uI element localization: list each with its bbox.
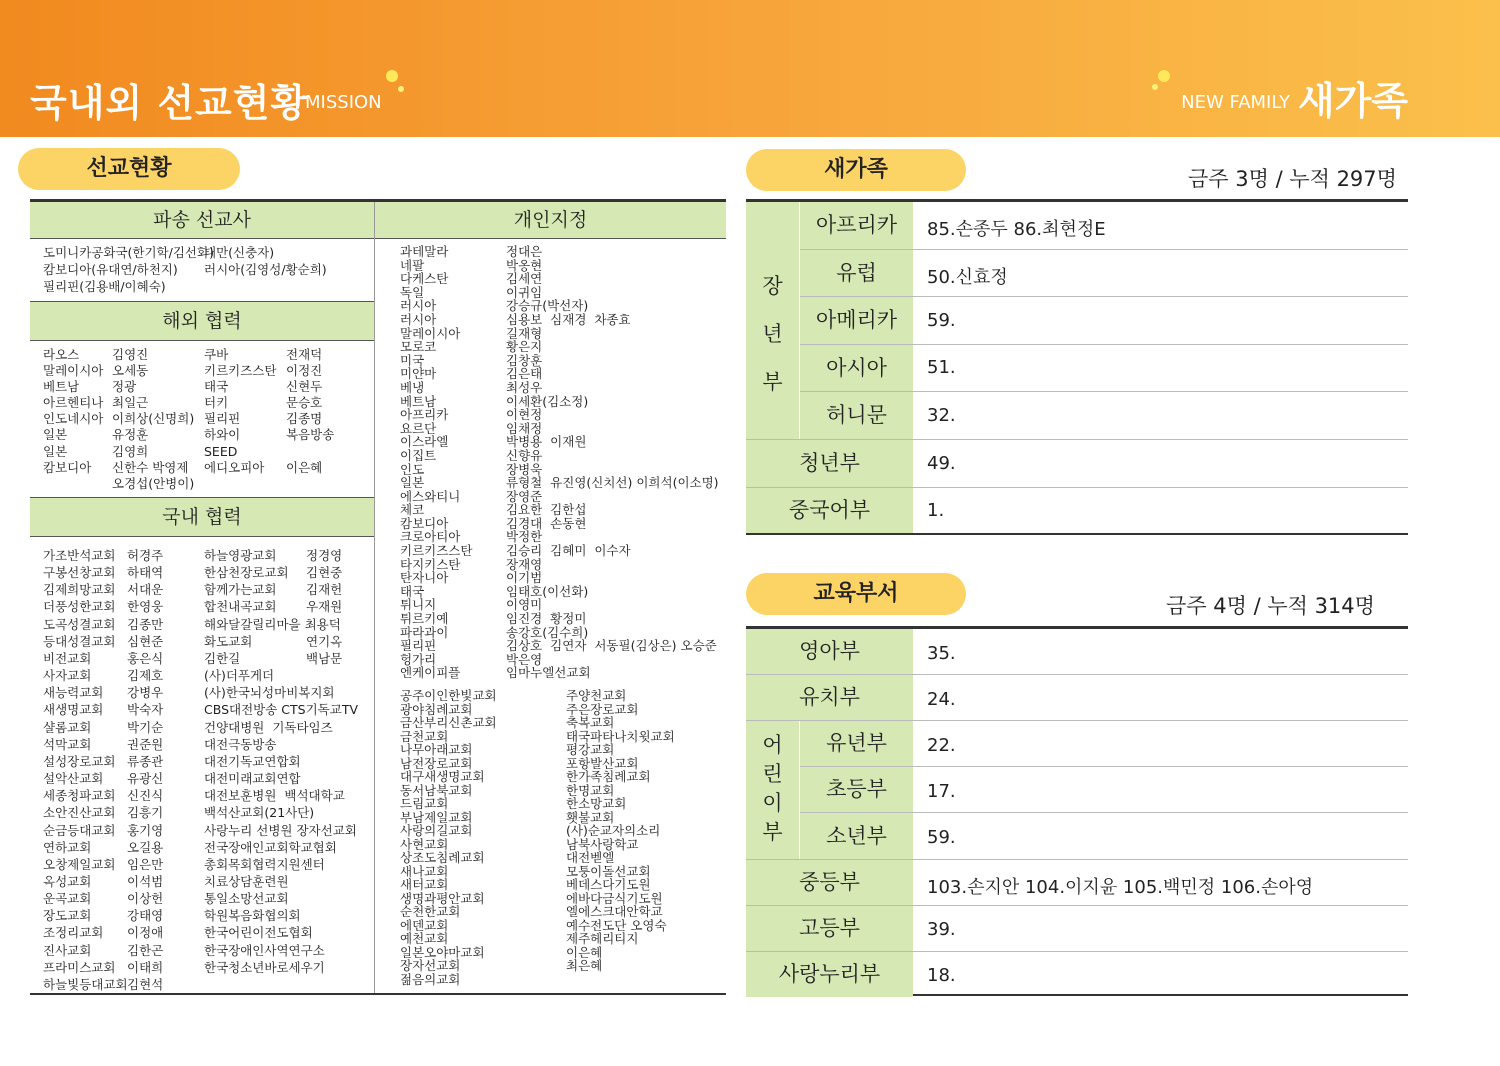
personal-missionary-list: 정대은 박옹현 김세연 이귀임 강승규(박선자) 심용보 심재경 차종효 길재형 황은지 김창훈 김은태 최성우 이세환(김소정) 이현정 임채정 박병용 이재원 신향유 장병욱 류형철 유진영(신치선) 이희석(이소명) 장영준 김요한 김한섭 김경대 손동현 박정한 김승리 김혜미 이수자 장재영 이기범 임태호(이선화) 이영미 임진경 황정미 송강호(김수희) 김상호 김연자 서동필(김상은) 오승준 박은영 임마누엘선교회	[506, 244, 719, 681]
personal-church-list: 공주이인한빛교회 광야침례교회 금산부리신촌교회 금천교회 나무아래교회 남전장로교회 대구새생명교회 동서남북교회 드림교회 부남제일교회 사랑의길교회 사현교회 상조도침례교회 새나교회 새터교회 생명과평안교회 순천한교회 에덴교회 예천교회 일본오야마교회 장자선교회 젊음의교회	[400, 688, 497, 987]
row-label: 아프리카	[800, 202, 913, 249]
row-value: 39.	[927, 919, 956, 940]
row-label: 영아부	[746, 629, 913, 674]
decor-dot-icon	[1158, 70, 1170, 82]
column-divider	[374, 202, 375, 993]
personal-country-list: 과테말라 네팔 다케스탄 독일 러시아 러시아 말레이시아 모로코 미국 미얀마 베냉 베트남 아프리카 요르단 이스라엘 이집트 인도 일본 에스와티니 체코 캄보디아 크로아티아 키르키즈스탄 타지키스탄 탄자니아 태국 튀니지 튀르키예 파라과이 필리핀 헝가리 엔케이피플	[400, 244, 473, 681]
row-label: 유년부	[800, 721, 913, 766]
sent-missionary-list: 대만(신충자) 러시아(김영성/황순희)	[204, 245, 327, 277]
row-value: 24.	[927, 689, 956, 710]
row-value: 17.	[927, 781, 956, 802]
sent-missionary-header: 파송 선교사	[30, 202, 374, 238]
row-value: 32.	[927, 405, 956, 426]
row-label: 소년부	[800, 813, 913, 859]
row-value: 51.	[927, 357, 956, 378]
row-label: 아시아	[800, 345, 913, 391]
education-count: 금주 4명 / 누적 314명	[1166, 594, 1375, 618]
personal-church-list: 주양천교회 주은장로교회 축복교회 태국파타나치윗교회 평강교회 포항발산교회 한가족침례교회 한명교회 한소망교회 횃불교회 (사)순교자의소리 남북사랑학교 대전벧엘 모퉁이돌선교회 베데스다기도원 에바다금식기도원 엘에스크대안학교 예수전도단 오영숙 제주헤리티지 이은혜 최은혜	[566, 688, 675, 973]
row-label: 유럽	[800, 250, 913, 296]
domestic-header: 국내 협력	[30, 498, 374, 536]
overseas-header: 해외 협력	[30, 302, 374, 340]
row-label: 고등부	[746, 906, 913, 951]
row-label: 초등부	[800, 767, 913, 812]
row-label: 사랑누리부	[746, 952, 913, 997]
divider	[30, 536, 374, 537]
page-subtitle-newfamily: NEW FAMILY	[1181, 92, 1290, 113]
domestic-pastor-list: 허경주 하태역 서대운 한영웅 김종만 심현준 홍은식 김제호 강병우 박숙자 박기순 권준원 류종관 유광신 신진식 김흥기 홍기영 오길용 임은만 이석범 이상헌 강태영 이정애 김한곤 이태희 김현석	[127, 548, 164, 992]
row-value: 35.	[927, 643, 956, 664]
divider	[375, 238, 726, 239]
personal-header: 개인지정	[375, 202, 726, 238]
row-label: 아메리카	[800, 297, 913, 344]
row-label: 유치부	[746, 675, 913, 720]
newfamily-table	[746, 199, 1408, 535]
row-value: 85.손종두 86.최현정E	[927, 219, 1106, 240]
header-banner	[0, 0, 1500, 137]
page-title-mission: 국내외 선교현황	[30, 81, 309, 125]
row-value: 18.	[927, 965, 956, 986]
sent-missionary-list: 도미니카공화국(한기학/김선화) 캄보디아(유대연/하천지) 필리핀(김용배/이혜숙)	[43, 245, 214, 294]
decor-dot-icon	[386, 70, 398, 82]
row-label: 중국어부	[746, 488, 913, 533]
domestic-church-list: 가조반석교회 구봉선창교회 김제희망교회 더풍성한교회 도곡성결교회 등대성결교회 비전교회 사자교회 새능력교회 새생명교회 샬롬교회 석막교회 설성장로교회 설악산교회 세종청파교회 소안진산교회 순금등대교회 연하교회 오창제일교회 옥성교회 운곡교회 장도교회 조정리교회 진사교회 프라미스교회 하늘빛등대교회	[43, 548, 128, 992]
divider	[30, 238, 374, 239]
domestic-org-list: 하늘영광교회 한삼천장로교회 함께가는교회 합천내곡교회 해와달갈릴리마을 최용덕 화도교회 김한길 (사)더푸게더 (사)한국뇌성마비복지회 CBS대전방송 CTS기독교TV 건양대병원 기독타임즈 대전극동방송 대전기독교연합회 대전미래교회연합 대전보훈병원 백석대학교 백석산교회(21사단) 사랑누리 선병원 장자선교회 전국장애인교회학교협회 총회목회협력지원센터 치료상담훈련원 통일소망선교회 학원복음화협의회 한국어린이전도협회 한국장애인사역연구소 한국청소년바로세우기	[204, 548, 359, 975]
group-label-adults: 장 년 부	[746, 202, 799, 439]
education-table	[746, 626, 1408, 996]
row-value: 22.	[927, 735, 956, 756]
overseas-missionary-list: 전재덕 이정진 신현두 문승호 김종명 복음방송 이은혜	[286, 347, 335, 475]
newfamily-count: 금주 3명 / 누적 297명	[1188, 167, 1397, 191]
domestic-name-list: 정경영 김현중 김재헌 우재원 연기옥 백남문	[306, 548, 343, 666]
row-value: 103.손지안 104.이지윤 105.백민정 106.손아영	[927, 877, 1314, 898]
overseas-country-list: 쿠바 키르키즈스탄 태국 터키 필리핀 하와이 SEED 에디오피아	[204, 347, 277, 475]
decor-dot-icon	[398, 86, 404, 92]
decor-dot-icon	[1152, 84, 1158, 90]
overseas-missionary-list: 김영진 오세동 정광 최일근 이희상(신명희) 유정훈 김영희 신한수 박영제 오경섭(안병이)	[112, 347, 195, 491]
section-pill-mission: 선교현황	[18, 148, 240, 190]
section-pill-education: 교육부서	[746, 573, 966, 615]
row-value: 59.	[927, 827, 956, 848]
overseas-country-list: 라오스 말레이시아 베트남 아르헨티나 인도네시아 일본 일본 캄보디아	[43, 347, 104, 475]
mission-table	[30, 199, 726, 995]
row-label: 중등부	[746, 860, 913, 905]
page-title-newfamily: 새가족	[1297, 79, 1408, 123]
row-value: 50.신효정	[927, 267, 1008, 288]
page-subtitle-mission: MISSION	[305, 92, 382, 113]
divider	[30, 340, 374, 341]
section-pill-newfamily: 새가족	[746, 149, 966, 191]
row-label: 허니문	[800, 392, 913, 439]
row-value: 49.	[927, 453, 956, 474]
group-label-children: 어 린 이 부	[746, 721, 799, 859]
row-label: 청년부	[746, 440, 913, 487]
row-value: 59.	[927, 310, 956, 331]
row-value: 1.	[927, 500, 945, 521]
